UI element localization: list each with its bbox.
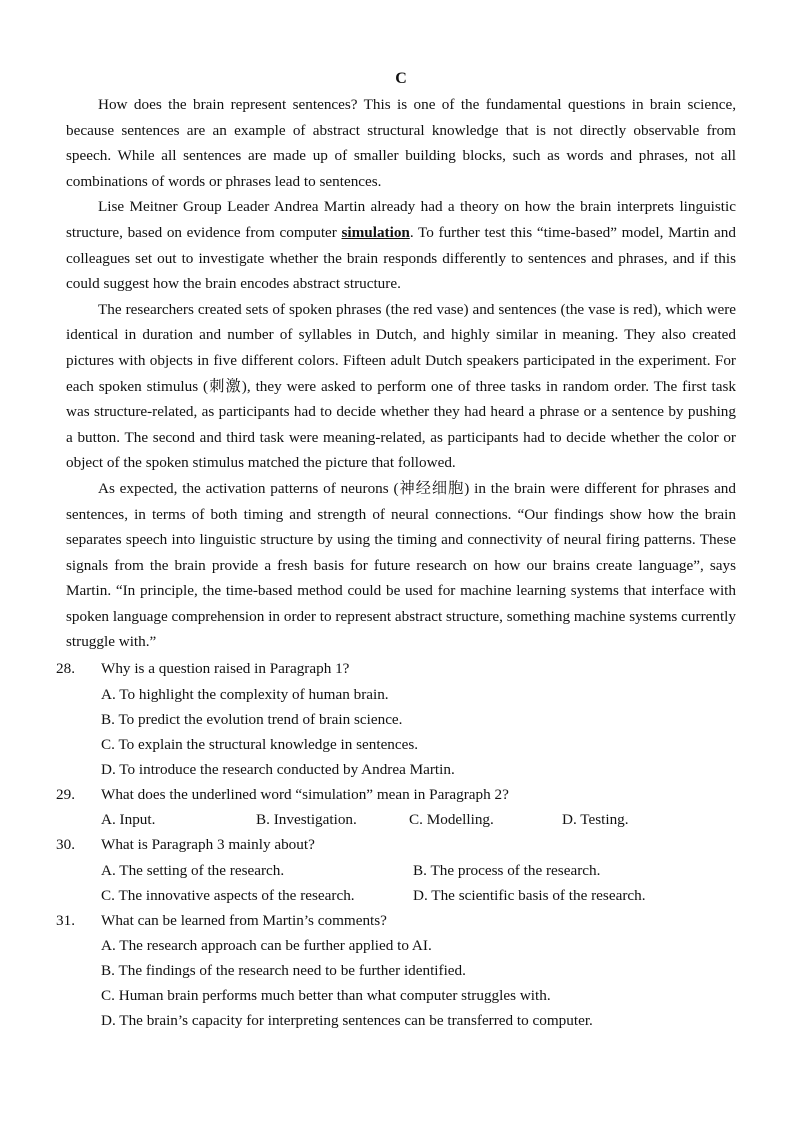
- option-a[interactable]: A. The setting of the research.: [101, 861, 285, 879]
- question-stem: What is Paragraph 3 mainly about?: [101, 836, 315, 854]
- question-number: 30.: [56, 836, 75, 854]
- reading-passage: [66, 92, 736, 655]
- option-d[interactable]: D. The brain’s capacity for interpreting sentences can be transferred to computer.: [101, 1012, 593, 1030]
- option-d[interactable]: D. Testing.: [562, 811, 629, 829]
- option-b[interactable]: B. To predict the evolution trend of brain science.: [101, 710, 403, 728]
- option-d[interactable]: D. The scientific basis of the research.: [413, 886, 646, 904]
- option-b[interactable]: B. Investigation.: [256, 811, 357, 829]
- question-number: 31.: [56, 911, 75, 929]
- option-c[interactable]: C. Human brain performs much better than what computer struggles with.: [101, 987, 551, 1005]
- question-number: 28.: [56, 660, 75, 678]
- option-d[interactable]: D. To introduce the research conducted by Andrea Martin.: [101, 760, 455, 778]
- p2-text-before: Lise Meitner Group Leader Andrea Martin already had a theory on how the brain interprets linguistic structure, based on evidence from computer: [66, 198, 736, 241]
- option-b[interactable]: B. The process of the research.: [413, 861, 601, 879]
- passage-paragraph-2: [66, 194, 736, 296]
- option-c[interactable]: C. To explain the structural knowledge in sentences.: [101, 735, 419, 753]
- question-stem: Why is a question raised in Paragraph 1?: [101, 660, 350, 678]
- passage-paragraph-3: The researchers created sets of spoken phrases (the red vase) and sentences (the vase is red), which were identical in duration and number of syllables in Dutch, and highly similar in meaning. They also created pictures with objects in five different colors. Fifteen adult Dutch speakers participated in the experiment. For each spoken stimulus (刺激), they were asked to perform one of three tasks in random order. The first task was structure-related, as participants had to decide whether they had heard a phrase or a sentence by pushing a button. The second and third task were meaning-related, as participants had to decide whether the color or object of the spoken stimulus matched the picture that followed.: [66, 300, 736, 472]
- question-number: 29.: [56, 785, 75, 803]
- question-stem: What can be learned from Martin’s comments?: [101, 911, 387, 929]
- underlined-word-simulation: simulation: [341, 223, 410, 241]
- option-c[interactable]: C. The innovative aspects of the research.: [101, 886, 355, 904]
- section-title: C: [395, 70, 407, 87]
- question-29: [56, 782, 736, 833]
- question-30: [56, 832, 736, 908]
- option-a[interactable]: A. Input.: [101, 811, 156, 829]
- option-a[interactable]: A. To highlight the complexity of human brain.: [101, 685, 389, 703]
- question-28: [56, 656, 736, 782]
- exam-page: [56, 66, 736, 1033]
- p2-text-after: . To further test this “time-based” model, Martin and colleagues set out to investigate whether the brain responds differently to sentences and phrases, and if this could suggest how the brain encodes abstract structure.: [66, 223, 736, 293]
- option-c[interactable]: C. Modelling.: [409, 811, 494, 829]
- question-31: [56, 908, 736, 1034]
- question-list: [56, 656, 736, 1033]
- passage-paragraph-4: As expected, the activation patterns of neurons (神经细胞) in the brain were different for phrases and sentences, in terms of both timing and strength of neural connections. “Our findings show how the brain separates speech into linguistic structure by using the timing and connectivity of neural firing patterns. These signals from the brain provide a fresh basis for future research on how our brains create language”, says Martin. “In principle, the time-based method could be used for machine learning systems that interface with spoken language comprehension in order to represent abstract structure, something machine systems currently struggle with.”: [66, 479, 736, 651]
- passage-paragraph-1: How does the brain represent sentences? This is one of the fundamental questions in brain science, because sentences are an example of abstract structural knowledge that is not directly observable from speech. While all sentences are made up of smaller building blocks, such as words and phrases, not all combinations of words or phrases lead to sentences.: [66, 96, 736, 190]
- question-stem: What does the underlined word “simulation” mean in Paragraph 2?: [101, 785, 509, 803]
- option-b[interactable]: B. The findings of the research need to be further identified.: [101, 962, 466, 980]
- option-a[interactable]: A. The research approach can be further applied to AI.: [101, 937, 432, 955]
